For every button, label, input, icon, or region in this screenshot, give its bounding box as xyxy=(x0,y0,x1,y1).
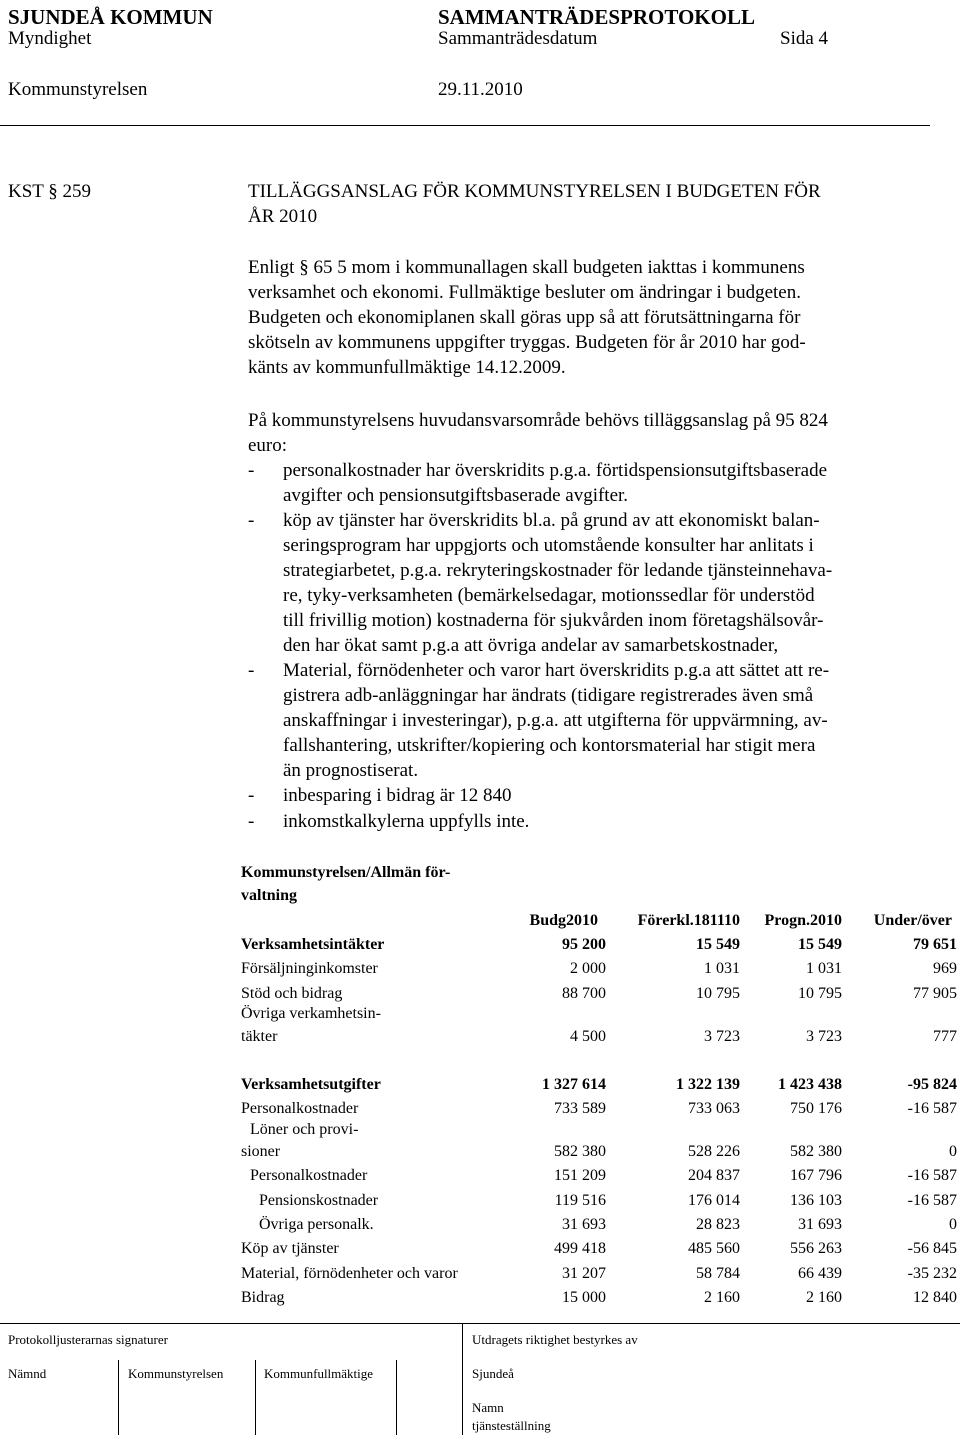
cell-value: 28 823 xyxy=(696,1216,740,1233)
cell-value: 12 840 xyxy=(913,1289,957,1306)
bullet-dash: - xyxy=(248,660,255,681)
column-header: Budg2010 xyxy=(529,912,598,929)
footer-divider xyxy=(462,1323,463,1435)
bullet-dash: - xyxy=(248,510,255,531)
cell-value: 66 439 xyxy=(798,1265,842,1282)
cell-value: 2 160 xyxy=(704,1289,740,1306)
cell-value: -35 232 xyxy=(907,1265,957,1282)
cell-value: 77 905 xyxy=(913,985,957,1002)
bullet-line: anskaffningar i investeringar), p.g.a. att utgifterna för uppvärmning, av- xyxy=(283,710,828,731)
bullet-line: till frivillig motion) kostnaderna för sjukvården inom företagshälsovår- xyxy=(283,610,824,631)
bullet-line: den har ökat samt p.g.a att övriga andelar av samarbetskostnader, xyxy=(283,635,779,656)
section-code: KST § 259 xyxy=(8,181,92,202)
header-divider xyxy=(0,125,930,126)
column-header: Progn.2010 xyxy=(764,912,842,929)
bullet-line: avgifter och pensionsutgiftsbaserade avgifter. xyxy=(283,485,629,506)
bullet-line: inbesparing i bidrag är 12 840 xyxy=(283,785,512,806)
cell-value: 582 380 xyxy=(790,1143,842,1160)
cell-value: 15 549 xyxy=(696,936,740,953)
cell-value: 15 000 xyxy=(562,1289,606,1306)
footer-board-label: Kommunstyrelsen xyxy=(128,1366,224,1381)
cell-value: 2 160 xyxy=(806,1289,842,1306)
bullet-line: personalkostnader har överskridits p.g.a. förtidspensionsutgiftsbaserade xyxy=(283,460,828,481)
footer-title-label: tjänsteställning xyxy=(472,1418,551,1433)
row-label: Stöd och bidrag xyxy=(241,985,343,1002)
meeting-date: 29.11.2010 xyxy=(438,79,523,100)
cell-value: 4 500 xyxy=(570,1028,606,1045)
cell-value: 204 837 xyxy=(688,1167,740,1184)
bullet-line: än prognostiserat. xyxy=(283,760,419,781)
bullet-line: köp av tjänster har överskridits bl.a. på grund av att ekonomiskt balan- xyxy=(283,510,820,531)
cell-value: 556 263 xyxy=(790,1240,842,1257)
cell-value: -95 824 xyxy=(907,1076,957,1093)
page-number: Sida 4 xyxy=(780,28,829,49)
bullet-line: seringsprogram har uppgjorts och utomstående konsulter har anlitats i xyxy=(283,535,814,556)
cell-value: 88 700 xyxy=(562,985,606,1002)
cell-value: 528 226 xyxy=(688,1143,740,1160)
bullet-dash: - xyxy=(248,785,255,806)
cell-value: 2 000 xyxy=(570,960,606,977)
section-title-line2: ÅR 2010 xyxy=(248,206,318,227)
cell-value: -16 587 xyxy=(907,1100,957,1117)
row-label: Köp av tjänster xyxy=(241,1240,339,1257)
row-label: täkter xyxy=(241,1028,278,1045)
text-line: Enligt § 65 5 mom i kommunallagen skall budgeten iakttas i kommunens xyxy=(248,257,805,278)
bullet-line: fallshantering, utskrifter/kopiering och kontorsmaterial har stigit mera xyxy=(283,735,816,756)
row-label: Personalkostnader xyxy=(241,1100,359,1117)
extract-label: Utdragets riktighet bestyrkes av xyxy=(472,1332,638,1347)
cell-value: 3 723 xyxy=(704,1028,740,1045)
bullet-dash: - xyxy=(248,811,255,832)
column-header: Förerkl.181110 xyxy=(637,912,740,929)
text-line: känts av kommunfullmäktige 14.12.2009. xyxy=(248,357,566,378)
row-label: Övriga verkamhetsin- xyxy=(241,1005,381,1022)
table-unit-line2: valtning xyxy=(241,887,298,904)
bullet-line: gistrera adb-anläggningar har ändrats (tidigare registrerades även små xyxy=(283,685,814,706)
cell-value: 499 418 xyxy=(554,1240,606,1257)
row-label: Verksamhetsutgifter xyxy=(241,1076,381,1093)
footer-divider xyxy=(118,1360,119,1435)
cell-value: 79 651 xyxy=(913,936,957,953)
footer-body-label: Nämnd xyxy=(8,1366,47,1381)
text-line: Budgeten och ekonomiplanen skall göras upp så att förutsättningarna för xyxy=(248,307,801,328)
footer-name-label: Namn xyxy=(472,1400,504,1415)
cell-value: 969 xyxy=(933,960,957,977)
cell-value: 1 031 xyxy=(806,960,842,977)
cell-value: 1 031 xyxy=(704,960,740,977)
row-label: Bidrag xyxy=(241,1289,285,1306)
cell-value: 1 423 438 xyxy=(778,1076,842,1093)
cell-value: 485 560 xyxy=(688,1240,740,1257)
cell-value: 176 014 xyxy=(688,1192,740,1209)
row-label: sioner xyxy=(241,1143,281,1160)
cell-value: 31 207 xyxy=(562,1265,606,1282)
cell-value: -16 587 xyxy=(907,1192,957,1209)
cell-value: 1 322 139 xyxy=(676,1076,740,1093)
cell-value: 167 796 xyxy=(790,1167,842,1184)
cell-value: 10 795 xyxy=(696,985,740,1002)
signatures-label: Protokolljusterarnas signaturer xyxy=(8,1332,168,1347)
row-label: Verksamhetsintäkter xyxy=(241,936,385,953)
cell-value: 58 784 xyxy=(696,1265,740,1282)
authority: Kommunstyrelsen xyxy=(8,79,148,100)
cell-value: 151 209 xyxy=(554,1167,606,1184)
cell-value: 119 516 xyxy=(554,1192,606,1209)
footer-divider xyxy=(396,1360,397,1435)
row-label: Försäljninginkomster xyxy=(241,960,378,977)
authority-label: Myndighet xyxy=(8,28,92,49)
row-label: Material, förnödenheter och varor xyxy=(241,1265,458,1282)
row-label: Löner och provi- xyxy=(250,1121,359,1138)
text-line: euro: xyxy=(248,435,288,456)
doc-type: SAMMANTRÄDESPROTOKOLL xyxy=(438,5,755,29)
text-line: verksamhet och ekonomi. Fullmäktige besluter om ändringar i budgeten. xyxy=(248,282,801,303)
cell-value: 733 063 xyxy=(688,1100,740,1117)
cell-value: 0 xyxy=(949,1143,957,1160)
cell-value: 31 693 xyxy=(798,1216,842,1233)
cell-value: 1 327 614 xyxy=(542,1076,606,1093)
cell-value: 750 176 xyxy=(790,1100,842,1117)
bullet-line: re, tyky-verksamheten (bemärkelsedagar, motionssedlar för understöd xyxy=(283,585,815,606)
cell-value: 777 xyxy=(933,1028,957,1045)
cell-value: 31 693 xyxy=(562,1216,606,1233)
cell-value: -56 845 xyxy=(907,1240,957,1257)
footer-divider xyxy=(255,1360,256,1435)
bullet-line: Material, förnödenheter och varor hart överskridits p.g.a att sättet att re- xyxy=(283,660,830,681)
cell-value: 0 xyxy=(949,1216,957,1233)
cell-value: 136 103 xyxy=(790,1192,842,1209)
cell-value: 95 200 xyxy=(562,936,606,953)
bullet-dash: - xyxy=(248,460,255,481)
table-unit-line1: Kommunstyrelsen/Allmän för- xyxy=(241,864,451,881)
org-name: SJUNDEÅ KOMMUN xyxy=(8,5,213,29)
cell-value: -16 587 xyxy=(907,1167,957,1184)
cell-value: 3 723 xyxy=(806,1028,842,1045)
date-label: Sammanträdesdatum xyxy=(438,28,598,49)
footer-council-label: Kommunfullmäktige xyxy=(264,1366,374,1381)
row-label: Övriga personalk. xyxy=(259,1216,374,1233)
footer-top-rule xyxy=(0,1323,960,1324)
bullet-line: strategiarbetet, p.g.a. rekryteringskostnader för ledande tjänsteinnehava- xyxy=(283,560,833,581)
cell-value: 733 589 xyxy=(554,1100,606,1117)
text-line: På kommunstyrelsens huvudansvarsområde behövs tilläggsanslag på 95 824 xyxy=(248,410,828,431)
column-header: Under/över xyxy=(873,912,952,929)
cell-value: 15 549 xyxy=(798,936,842,953)
text-line: skötseln av kommunens uppgifter tryggas. Budgeten för år 2010 har god- xyxy=(248,332,806,353)
row-label: Pensionskostnader xyxy=(259,1192,379,1209)
section-title-line1: TILLÄGGSANSLAG FÖR KOMMUNSTYRELSEN I BUDGETEN FÖR xyxy=(248,181,821,202)
cell-value: 10 795 xyxy=(798,985,842,1002)
cell-value: 582 380 xyxy=(554,1143,606,1160)
bullet-line: inkomstkalkylerna uppfylls inte. xyxy=(283,811,530,832)
row-label: Personalkostnader xyxy=(250,1167,368,1184)
footer-municipality: Sjundeå xyxy=(472,1366,514,1381)
